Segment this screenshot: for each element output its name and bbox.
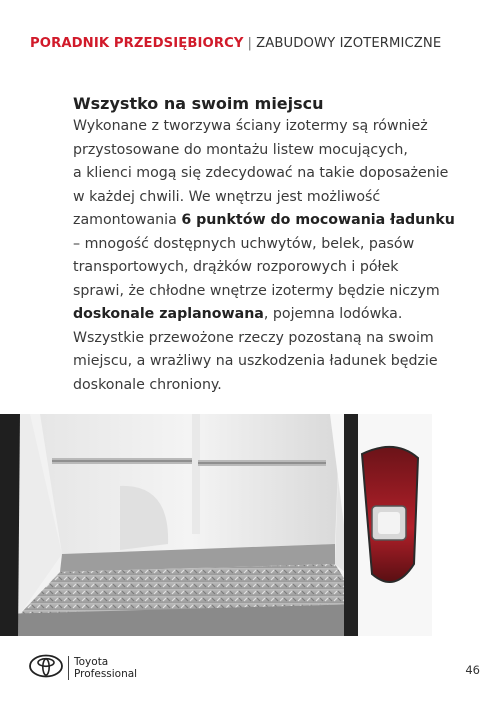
body-text: zamontowania (73, 212, 182, 228)
body-line: Wykonane z tworzywa ściany izotermy są również (73, 118, 428, 134)
page-header (30, 36, 480, 51)
van-interior-illustration (0, 414, 432, 636)
body-line: sprawi, że chłodne wnętrze izotermy będzie niczym (73, 282, 440, 299)
publication-title: PORADNIK PRZEDSIĘBIORCY (30, 36, 244, 51)
footer-brand (68, 656, 137, 680)
van-interior-photo (0, 414, 432, 636)
brand-name: Toyota (74, 656, 109, 668)
article-heading: Wszystko na swoim miejscu (73, 94, 324, 113)
body-line (73, 209, 473, 233)
body-line: w każdej chwili. We wnętrzu jest możliwość (73, 188, 381, 205)
article (73, 94, 473, 397)
body-line: Wszystkie przewożone rzeczy pozostaną na swoim (73, 329, 434, 346)
body-line: miejscu, a wrażliwy na uszkodzenia ładunek będzie (73, 353, 438, 369)
body-line: – mnogość dostępnych uchwytów, belek, pasów (73, 235, 415, 252)
body-line: przystosowane do montażu listew mocujących, (73, 141, 408, 158)
bold-emphasis: 6 punktów do mocowania ładunku (181, 212, 455, 228)
brand-subtitle: Professional (74, 668, 138, 680)
body-line: a klienci mogą się zdecydować na takie doposażenie (73, 165, 449, 181)
bold-emphasis: doskonale zaplanowana (73, 306, 264, 322)
body-line (73, 303, 473, 327)
header-separator: | (247, 36, 253, 51)
body-line: transportowych, drążków rozporowych i półek (73, 259, 399, 275)
section-title: ZABUDOWY IZOTERMICZNE (256, 36, 442, 51)
page-number: 46 (465, 663, 480, 677)
body-text: , pojemna lodówka. (263, 306, 403, 322)
toyota-logo-icon (28, 654, 64, 678)
body-line: doskonale chroniony. (73, 376, 222, 393)
